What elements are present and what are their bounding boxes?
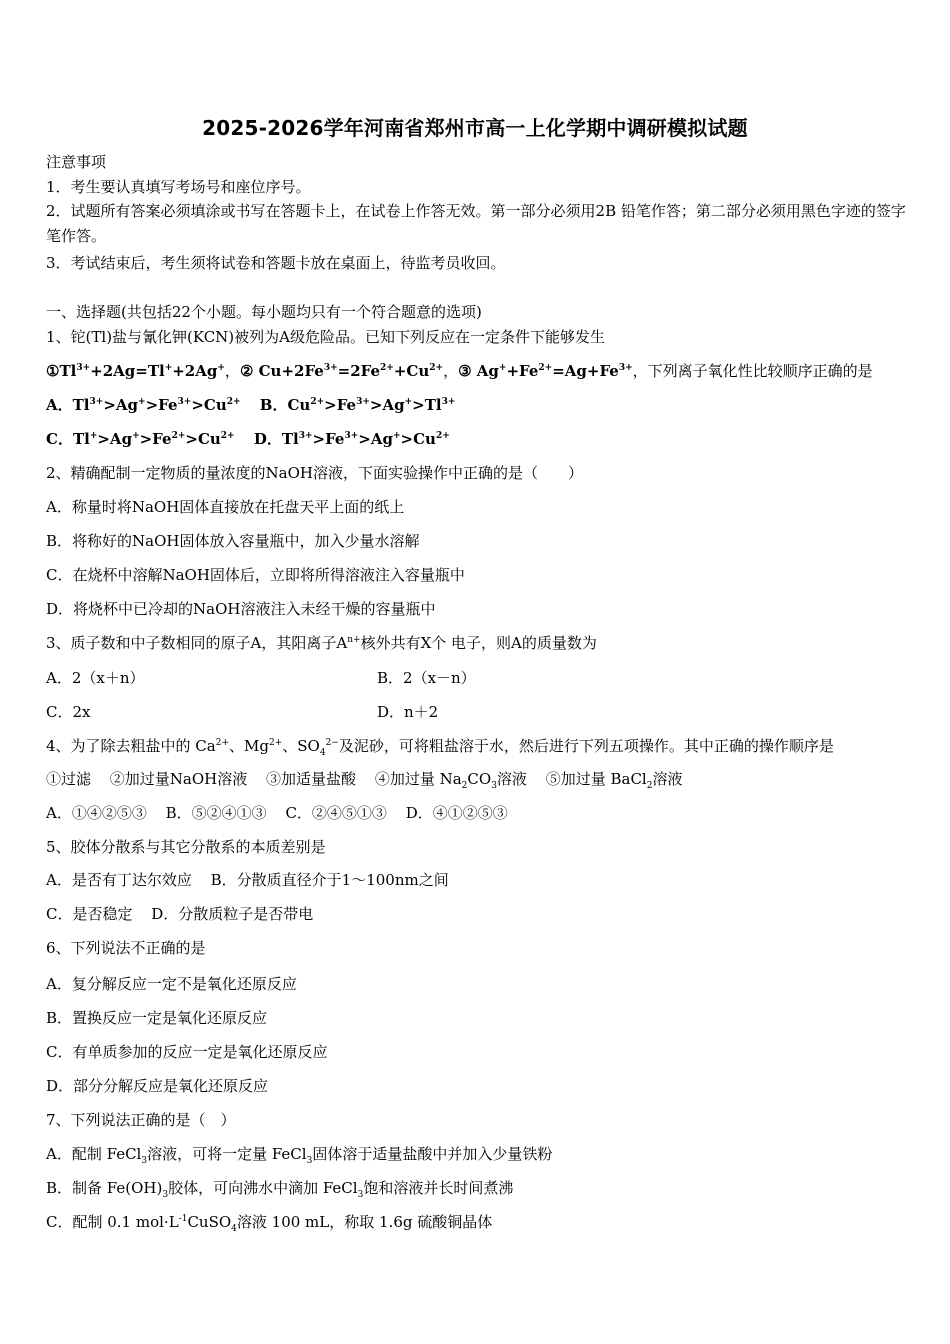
question-5-stem: 5、胶体分散系与其它分散系的本质差别是 xyxy=(46,838,326,856)
section-heading: 一、选择题(共包括22个小题。每小题均只有一个符合题意的选项) xyxy=(46,303,482,321)
operation-1: ①过滤 xyxy=(46,770,92,788)
question-4-stem: 4、为了除去粗盐中的 $Ca^{2+}$、$Mg^{2+}$、$SO_4^{2-}$及泥砂，可将粗盐溶于水，然后进行下列五项操作。其中正确的操作顺序是 xyxy=(46,737,834,758)
question-7-option-c[interactable]: C．配制 0.1 $mol\cdot L^{-1}CuSO_4$溶液 100 mL，称取 1.6g 硫酸铜晶体 xyxy=(46,1213,493,1234)
question-3-option-c[interactable]: C．2x xyxy=(46,703,91,721)
question-1-options-ab xyxy=(46,395,455,415)
question-5-option-a[interactable]: A．是否有丁达尔效应 xyxy=(46,871,192,889)
question-5-option-c[interactable]: C．是否稳定 xyxy=(46,905,133,923)
question-3-option-d[interactable]: D．n＋2 xyxy=(377,703,439,721)
question-1-reactions: $①Tl^{3+}+2Ag=Tl^++2Ag^+$，② $Cu+2Fe^{3+}=2Fe^{2+}+Cu^{2+}$，③ $Ag^++Fe^{2+}=Ag+Fe^{3+}$，下列离子氧化性比较顺序正确的是 xyxy=(46,362,873,380)
question-6-option-c[interactable]: C．有单质参加的反应一定是氧化还原反应 xyxy=(46,1043,328,1061)
question-2-option-b[interactable]: B．将称好的NaOH固体放入容量瓶中，加入少量水溶解 xyxy=(46,532,420,550)
question-5-option-b[interactable]: B．分散质直径介于1～100nm之间 xyxy=(210,871,449,889)
question-1-option-c[interactable]: C．$Tl^+>Ag^+>Fe^{2+}>Cu^{2+}$ xyxy=(46,430,235,448)
question-2-stem: 2、精确配制一定物质的量浓度的NaOH溶液，下面实验操作中正确的是（ ） xyxy=(46,464,583,482)
question-6-option-b[interactable]: B．置换反应一定是氧化还原反应 xyxy=(46,1009,268,1027)
question-1-option-a[interactable]: A．$Tl^{3+}>Ag^+>Fe^{3+}>Cu^{2+}$ xyxy=(46,396,241,414)
reaction-1: $①Tl^{3+}+2Ag=Tl^++2Ag^+$ xyxy=(46,362,225,380)
notice-item-3: 3．考试结束后，考生须将试卷和答题卡放在桌面上，待监考员收回。 xyxy=(46,254,506,272)
question-4-option-d[interactable]: D．④①②⑤③ xyxy=(405,804,508,822)
notice-item-1: 1．考生要认真填写考场号和座位序号。 xyxy=(46,178,311,196)
operation-3: ③加适量盐酸 xyxy=(266,770,357,788)
question-1-options-cd xyxy=(46,429,450,449)
reaction-3: ③ $Ag^++Fe^{2+}=Ag+Fe^{3+}$ xyxy=(458,362,633,380)
page-title: 2025-2026学年河南省郑州市高一上化学期中调研模拟试题 xyxy=(202,116,748,140)
notice-heading: 注意事项 xyxy=(46,153,107,171)
question-3-option-b[interactable]: B．2（x－n） xyxy=(377,669,476,687)
question-7-option-b[interactable]: B．制备 $Fe(OH)_3$胶体，可向沸水中滴加 FeCl$_3$饱和溶液并长时间煮沸 xyxy=(46,1179,514,1200)
question-2-option-a[interactable]: A．称量时将NaOH固体直接放在托盘天平上面的纸上 xyxy=(46,498,405,516)
question-7-option-a[interactable]: A．配制 FeCl$_3$溶液，可将一定量 FeCl$_3$固体溶于适量盐酸中并加入少量铁粉 xyxy=(46,1145,553,1166)
question-4-option-c[interactable]: C．②④⑤①③ xyxy=(285,804,387,822)
question-5-option-d[interactable]: D．分散质粒子是否带电 xyxy=(151,905,314,923)
question-4-operations xyxy=(46,769,682,789)
reaction-2: ② $Cu+2Fe^{3+}=2Fe^{2+}+Cu^{2+}$ xyxy=(239,362,444,380)
question-3-option-a[interactable]: A．2（x＋n） xyxy=(46,669,145,687)
question-2-option-c[interactable]: C．在烧杯中溶解NaOH固体后，立即将所得溶液注入容量瓶中 xyxy=(46,566,465,584)
notice-item-2: 2．试题所有答案必须填涂或书写在答题卡上，在试卷上作答无效。第一部分必须用2B 铅笔作答；第二部分必须用黑色字迹的签字笔作答。 xyxy=(46,202,906,245)
question-3-stem: 3、质子数和中子数相同的原子A，其阳离子$A^{n+}$核外共有X个 电子，则A的质量数为 xyxy=(46,634,597,652)
question-7-stem: 7、下列说法正确的是（ ） xyxy=(46,1111,236,1129)
question-6-option-a[interactable]: A．复分解反应一定不是氧化还原反应 xyxy=(46,975,297,993)
question-6-option-d[interactable]: D．部分分解反应是氧化还原反应 xyxy=(46,1077,269,1095)
question-4-option-a[interactable]: A．①④②⑤③ xyxy=(46,804,147,822)
question-5-options-cd xyxy=(46,904,313,924)
question-1-stem: 1、铊(Tl)盐与氰化钾(KCN)被列为A级危险品。已知下列反应在一定条件下能够发生 xyxy=(46,328,605,346)
question-5-options-ab xyxy=(46,870,449,890)
operation-2: ②加过量NaOH溶液 xyxy=(109,770,248,788)
question-1-option-b[interactable]: B．$Cu^{2+}>Fe^{3+}>Ag^+>Tl^{3+}$ xyxy=(259,396,456,414)
question-6-stem: 6、下列说法不正确的是 xyxy=(46,939,206,957)
operation-5: ⑤加过量 BaCl$_2$溶液 xyxy=(545,770,683,791)
question-1-option-d[interactable]: D．$Tl^{3+}>Fe^{3+}>Ag^+>Cu^{2+}$ xyxy=(253,430,450,448)
question-2-option-d[interactable]: D．将烧杯中已冷却的NaOH溶液注入未经干燥的容量瓶中 xyxy=(46,600,436,618)
operation-4: ④加过量 $Na_2CO_3$溶液 xyxy=(374,770,527,791)
question-4-options xyxy=(46,803,508,823)
question-4-option-b[interactable]: B．⑤②④①③ xyxy=(165,804,267,822)
